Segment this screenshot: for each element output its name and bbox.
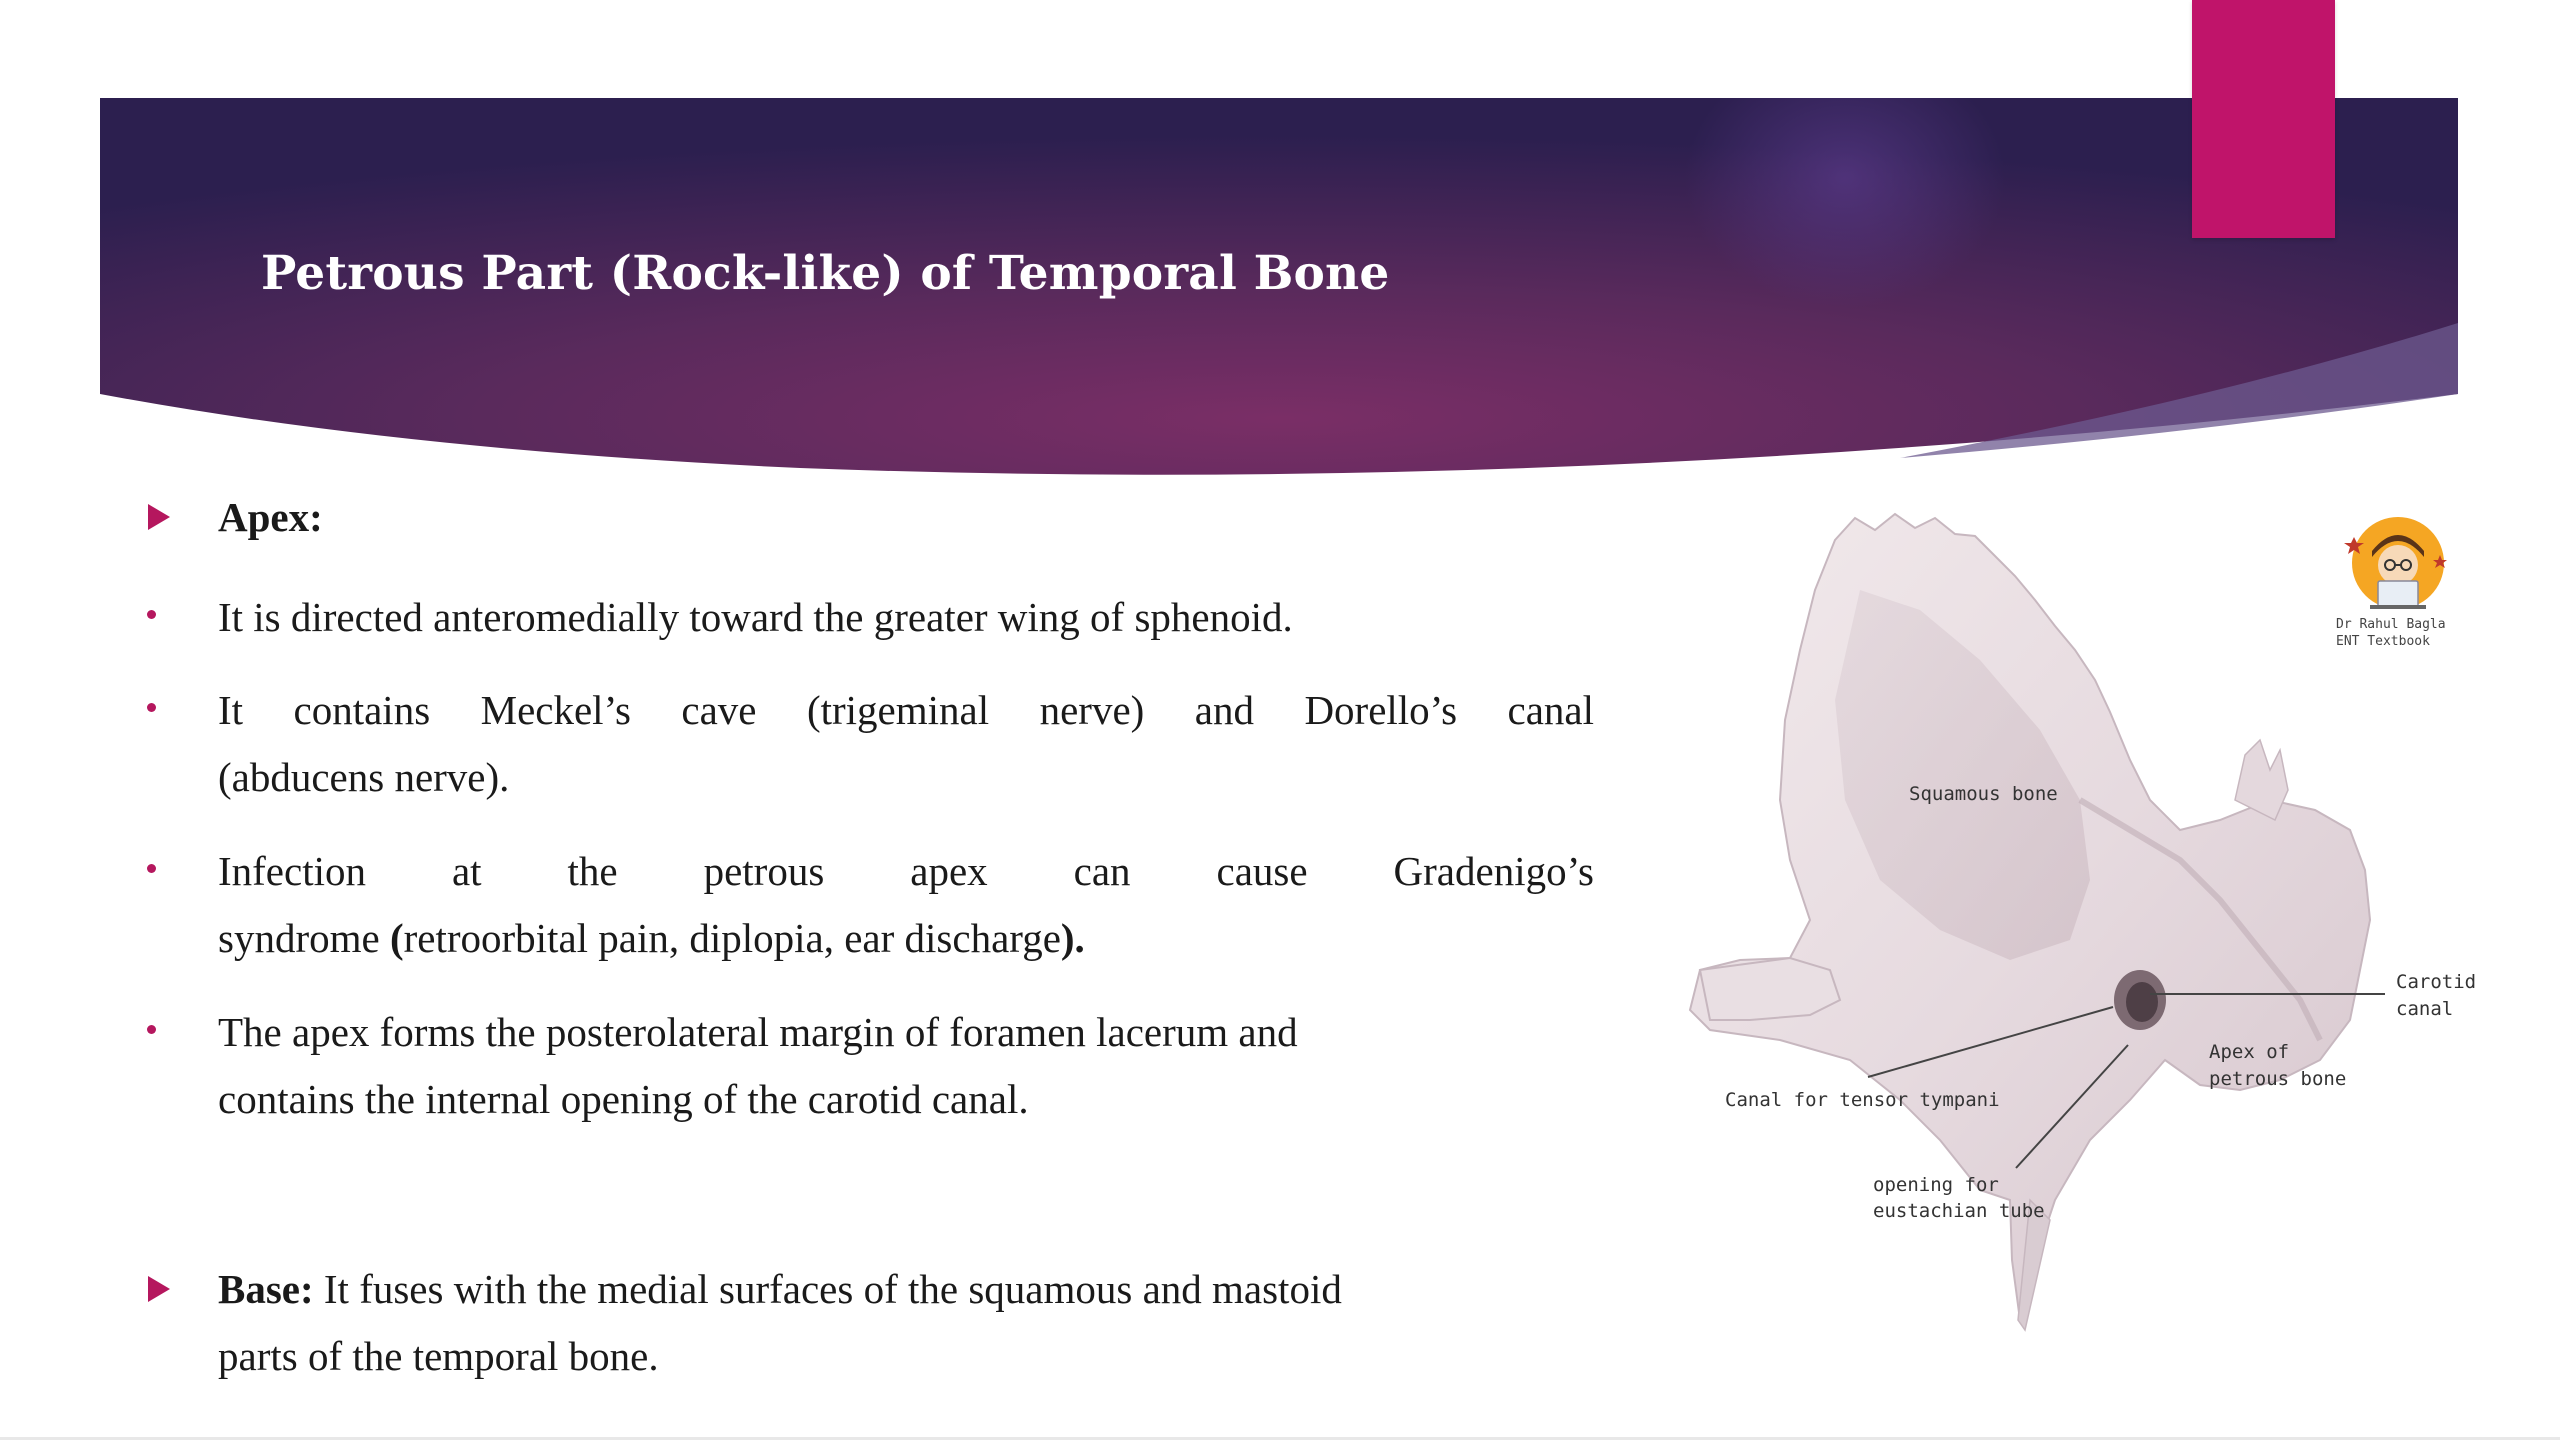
word: at: [451, 848, 482, 894]
author-logo-text: Dr Rahul Bagla ENT Textbook: [2336, 617, 2446, 649]
word: the: [567, 848, 618, 894]
label-eustachian-2: eustachian tube: [1873, 1200, 2045, 1222]
word: cause: [1216, 848, 1308, 894]
label-squamous-bone: Squamous bone: [1909, 783, 2058, 805]
apex-heading: Apex:: [218, 494, 323, 540]
dot-bullet-icon: [147, 610, 156, 619]
word: Dorello’s: [1304, 687, 1458, 733]
dot-bullet-icon: [147, 864, 156, 873]
bullet-line: Base: It fuses with the medial surfaces of the squamous and mastoid: [218, 1266, 1342, 1312]
bullet-text: [218, 838, 1594, 972]
bullet-text: [218, 999, 1594, 1133]
dot-bullet-icon: [147, 703, 156, 712]
bullet-line: The apex forms the posterolateral margin of foramen lacerum and: [218, 1009, 1298, 1055]
label-eustachian-1: opening for: [1873, 1174, 1999, 1196]
bullet-text: [218, 677, 1594, 811]
bullet-line: parts of the temporal bone.: [218, 1333, 659, 1379]
word: canal: [1507, 687, 1594, 733]
word: Infection: [218, 848, 366, 894]
word: Gradenigo’s: [1393, 848, 1594, 894]
word: cave: [681, 687, 757, 733]
word: and: [1194, 687, 1254, 733]
bullet-line: contains the internal opening of the carotid canal.: [218, 1076, 1029, 1122]
word: petrous: [703, 848, 825, 894]
label-tensor-tympani: Canal for tensor tympani: [1725, 1089, 2000, 1111]
slide-title: Petrous Part (Rock-like) of Temporal Bone: [261, 246, 1390, 301]
word: can: [1073, 848, 1131, 894]
label-carotid-canal-1: Carotid: [2396, 971, 2477, 993]
base-text: [218, 1256, 1594, 1390]
bullet-text: It is directed anteromedially toward the greater wing of sphenoid.: [218, 594, 1293, 640]
bullet-line: [218, 677, 1594, 744]
accent-tab: [2192, 0, 2335, 238]
bullet-line: [218, 838, 1594, 905]
word: (trigeminal: [806, 687, 990, 733]
label-carotid-canal-2: canal: [2396, 998, 2454, 1020]
word: contains: [293, 687, 431, 733]
word: Meckel’s: [480, 687, 631, 733]
arrow-bullet-icon: [148, 1276, 170, 1302]
word: It: [218, 687, 244, 733]
bullet-line: (abducens nerve).: [218, 754, 510, 800]
dot-bullet-icon: [147, 1025, 156, 1034]
word: nerve): [1039, 687, 1145, 733]
label-apex-1: Apex of: [2209, 1041, 2290, 1063]
label-apex-2: petrous bone: [2209, 1068, 2347, 1090]
word: apex: [910, 848, 988, 894]
bullet-line: syndrome (retroorbital pain, diplopia, ear discharge).: [218, 915, 1085, 961]
arrow-bullet-icon: [148, 504, 170, 530]
